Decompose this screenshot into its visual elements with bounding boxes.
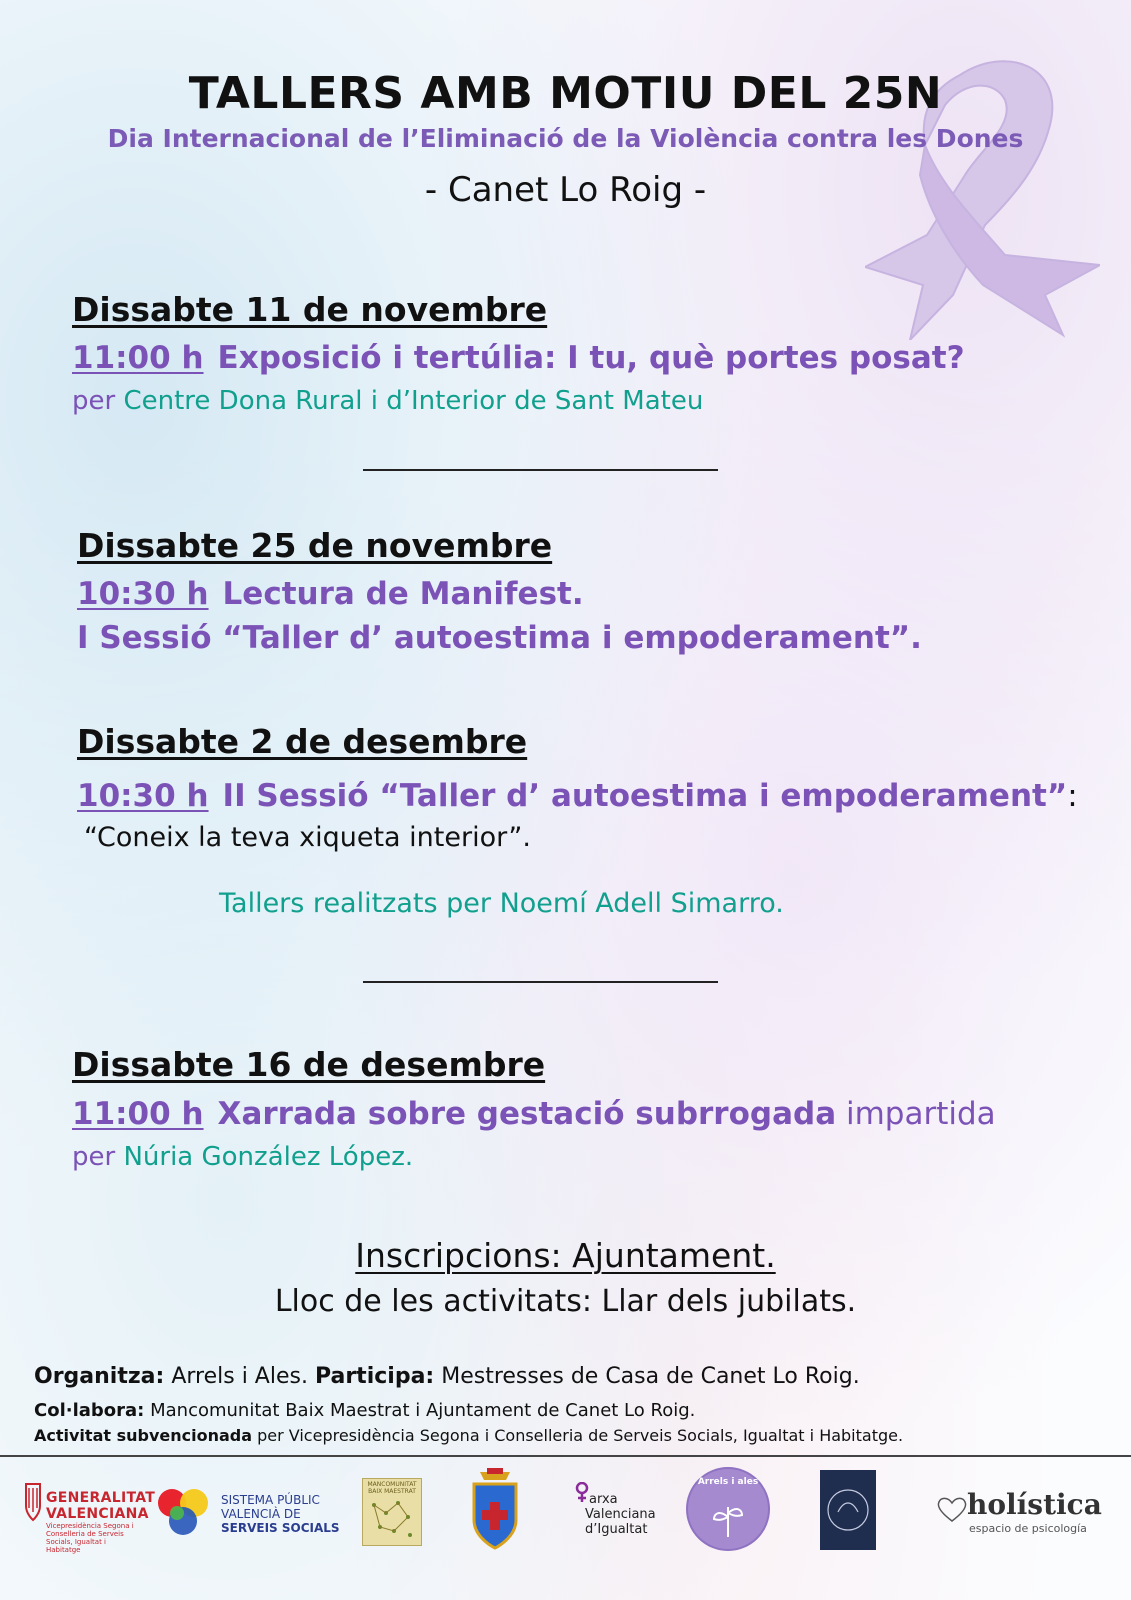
divider	[363, 469, 718, 471]
sistema-line2: VALENCIÀ DE	[221, 1507, 301, 1521]
event-detail: I Sessió “Taller d’ autoestima i empoderament”.	[77, 620, 922, 656]
host-prefix: per	[72, 386, 116, 416]
xarxa-igualtat-logo	[575, 1482, 665, 1542]
venue-info: Lloc de les activitats: Llar dels jubilats.	[274, 1284, 857, 1319]
host-name: Centre Dona Rural i d’Interior de Sant Mateu	[123, 386, 704, 416]
event-line	[72, 340, 965, 376]
xarxa-line2: Valenciana	[585, 1507, 656, 1522]
generalitat-line1: GENERALITAT	[46, 1490, 156, 1506]
event-time: 10:30 h	[77, 778, 209, 814]
event-time: 10:30 h	[77, 576, 209, 612]
event-title: Xarrada sobre gestació subrrogada	[217, 1096, 837, 1132]
sistema-line1: SISTEMA PÚBLIC	[221, 1493, 320, 1507]
footer-divider	[0, 1455, 1131, 1457]
organitza-value: Arrels i Ales.	[164, 1364, 315, 1389]
sistema-line3: SERVEIS SOCIALS	[221, 1521, 340, 1535]
collaborator-line	[34, 1400, 695, 1421]
holistica-text: holística	[967, 1488, 1102, 1521]
coat-of-arms-icon	[470, 1468, 520, 1550]
event-title-suffix: :	[1067, 778, 1078, 814]
map-dots-icon	[364, 1495, 420, 1543]
event-quote: “Coneix la teva xiqueta interior”.	[84, 822, 531, 853]
sistema-public-logo	[155, 1487, 345, 1542]
subvencio-label: Activitat subvencionada	[34, 1426, 253, 1445]
event-title: Exposició i tertúlia: I tu, què portes posat?	[217, 340, 965, 376]
inscriptions-info: Inscripcions: Ajuntament.	[355, 1236, 776, 1275]
participa-value: Mestresses de Casa de Canet Lo Roig.	[434, 1364, 860, 1389]
plant-icon	[688, 1489, 768, 1549]
arrels-text: Arrels i ales	[697, 1477, 759, 1487]
page-subtitle: Dia Internacional de l’Eliminació de la Violència contra les Dones	[107, 124, 1024, 153]
generalitat-line2: VALENCIANA	[46, 1506, 149, 1522]
location-heading: - Canet Lo Roig -	[424, 170, 707, 210]
collabora-value: Mancomunitat Baix Maestrat i Ajuntament de Canet Lo Roig.	[144, 1400, 696, 1421]
workshop-credit: Tallers realitzats per Noemí Adell Simarro.	[219, 888, 784, 919]
event-title: Lectura de Manifest.	[222, 576, 584, 612]
event-title: II Sessió “Taller d’ autoestima i empoderament”	[222, 778, 1068, 814]
event-line	[72, 1096, 996, 1132]
event-title-suffix: impartida	[836, 1096, 996, 1132]
heart-icon	[935, 1494, 969, 1524]
mancomunitat-text: MANCOMUNITAT BAIX MAESTRAT	[367, 1481, 417, 1495]
divider	[363, 981, 718, 983]
event-date: Dissabte 2 de desembre	[77, 722, 528, 761]
xarxa-line3: d’Igualtat	[585, 1522, 648, 1537]
event-date: Dissabte 25 de novembre	[77, 526, 553, 565]
crest-icon	[24, 1482, 42, 1522]
event-time: 11:00 h	[72, 340, 204, 376]
host-name: Núria González López.	[123, 1142, 414, 1172]
event-time: 11:00 h	[72, 1096, 204, 1132]
shield-icon	[470, 1468, 520, 1550]
mancomunitat-logo	[362, 1478, 422, 1546]
generalitat-sub: Vicepresidència Segona i Conselleria de Serveis Socials, Igualtat i Habitatge	[46, 1522, 134, 1554]
book-cover-logo	[820, 1470, 876, 1550]
event-line	[77, 778, 1078, 814]
event-date: Dissabte 11 de novembre	[72, 290, 548, 329]
collabora-label: Col·labora:	[34, 1400, 145, 1421]
generalitat-logo	[24, 1478, 156, 1554]
organizer-line	[34, 1364, 860, 1389]
holistica-sub: espacio de psicología	[969, 1522, 1087, 1535]
arrels-i-ales-logo	[686, 1467, 770, 1551]
event-date: Dissabte 16 de desembre	[72, 1045, 546, 1084]
page-title: TALLERS AMB MOTIU DEL 25N	[188, 68, 943, 119]
organitza-label: Organitza:	[34, 1364, 165, 1389]
xarxa-line1: arxa	[589, 1492, 618, 1507]
participa-label: Participa:	[314, 1364, 435, 1389]
subvencio-value: per Vicepresidència Segona i Conselleria de Serveis Socials, Igualtat i Habitatge.	[252, 1426, 904, 1445]
circles-icon	[155, 1487, 211, 1539]
host-prefix: per	[72, 1142, 116, 1172]
subsidy-line	[34, 1426, 903, 1445]
decorative-circle-icon	[820, 1470, 876, 1550]
holistica-logo	[935, 1488, 1102, 1540]
event-host	[72, 386, 703, 416]
event-host	[72, 1142, 413, 1172]
event-line	[77, 576, 584, 612]
